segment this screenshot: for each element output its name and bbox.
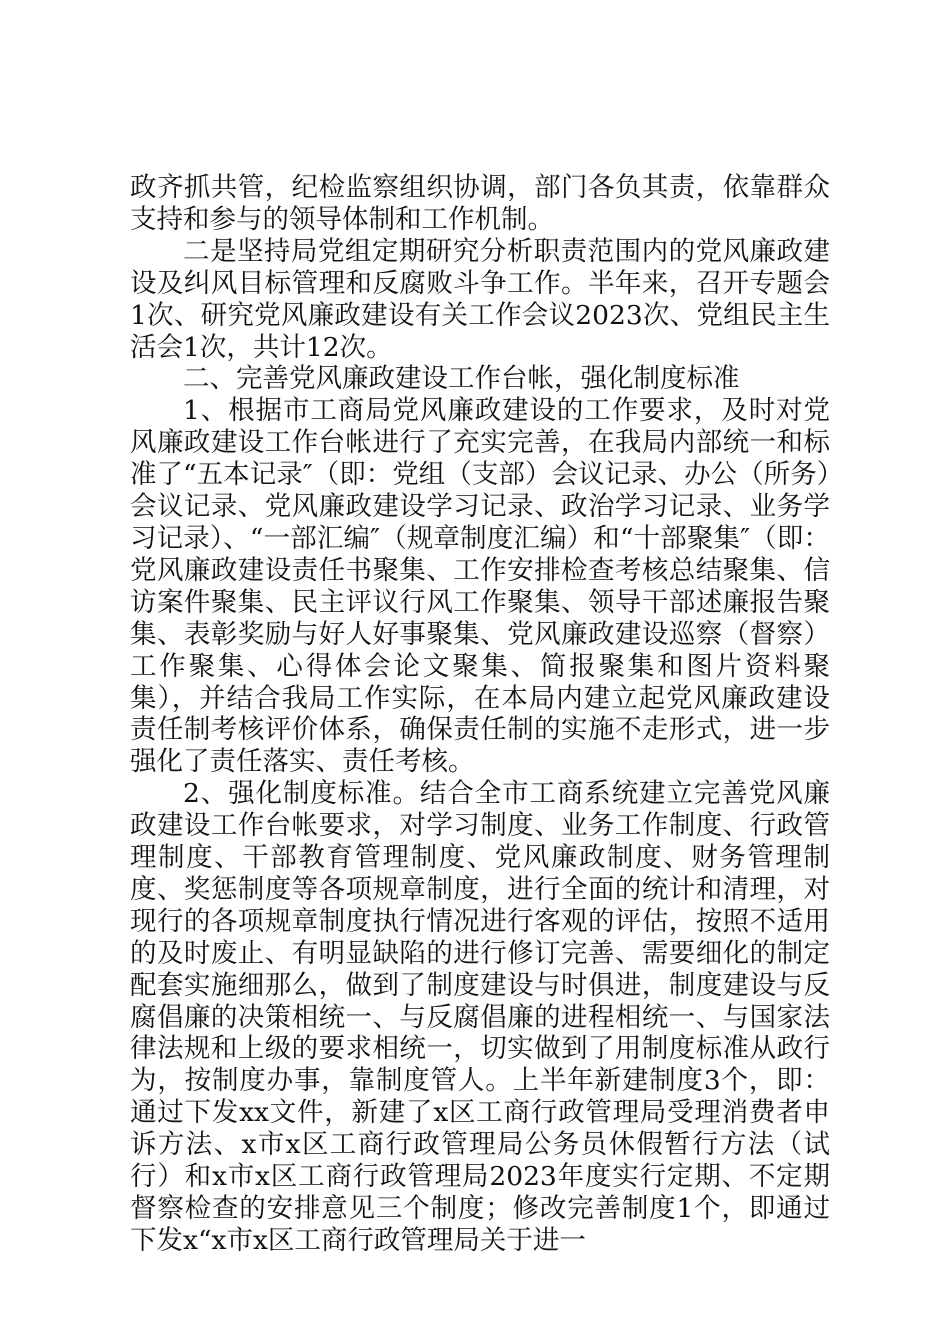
- paragraph-party-group-research: 二是坚持局党组定期研究分析职责范围内的党风廉政建设及纠风目标管理和反腐败斗争工作。半年来，召开专题会1次、研究党风廉政建设有关工作会议2023次、党组民主生活会1次，共计12次。: [130, 235, 830, 363]
- paragraph-system-standards: 2、强化制度标准。结合全市工商系统建立完善党风廉政建设工作台帐要求，对学习制度、业务工作制度、行政管理制度、干部教育管理制度、党风廉政制度、财务管理制度、奖惩制度等各项规章制度，进行全面的统计和清理，对现行的各项规章制度执行情况进行客观的评估，按照不适用的及时废止、有明显缺陷的进行修订完善、需要细化的制定配套实施细那么，做到了制度建设与时俱进，制度建设与反腐倡廉的决策相统一、与反腐倡廉的进程相统一、与国家法律法规和上级的要求相统一，切实做到了用制度标准从政行为，按制度办事，靠制度管人。上半年新建制度3个，即：通过下发xx文件，新建了x区工商行政管理局受理消费者申诉方法、x市x区工商行政管理局公务员休假暂行方法（试行）和x市x区工商行政管理局2023年度实行定期、不定期督察检查的安排意见三个制度；修改完善制度1个，即通过下发x“x市x区工商行政管理局关于进一: [130, 778, 830, 1256]
- section-heading-ledger: 二、完善党风廉政建设工作台帐，强化制度标准: [183, 363, 740, 395]
- document-body: [130, 172, 830, 1257]
- paragraph-continuation: 政齐抓共管，纪检监察组织协调，部门各负其责，依靠群众支持和参与的领导体制和工作机制。: [130, 172, 830, 235]
- paragraph-ledger-records: 1、根据市工商局党风廉政建设的工作要求，及时对党风廉政建设工作台帐进行了充实完善，在我局内部统一和标准了“五本记录″（即：党组（支部）会议记录、办公（所务）会议记录、党风廉政建设学习记录、政治学习记录、业务学习记录）、“一部汇编″（规章制度汇编）和“十部聚集″（即：党风廉政建设责任书聚集、工作安排检查考核总结聚集、信访案件聚集、民主评议行风工作聚集、领导干部述廉报告聚集、表彰奖励与好人好事聚集、党风廉政建设巡察（督察）工作聚集、心得体会论文聚集、简报聚集和图片资料聚集），并结合我局工作实际，在本局内建立起党风廉政建设责任制考核评价体系，确保责任制的实施不走形式，进一步强化了责任落实、责任考核。: [130, 395, 830, 778]
